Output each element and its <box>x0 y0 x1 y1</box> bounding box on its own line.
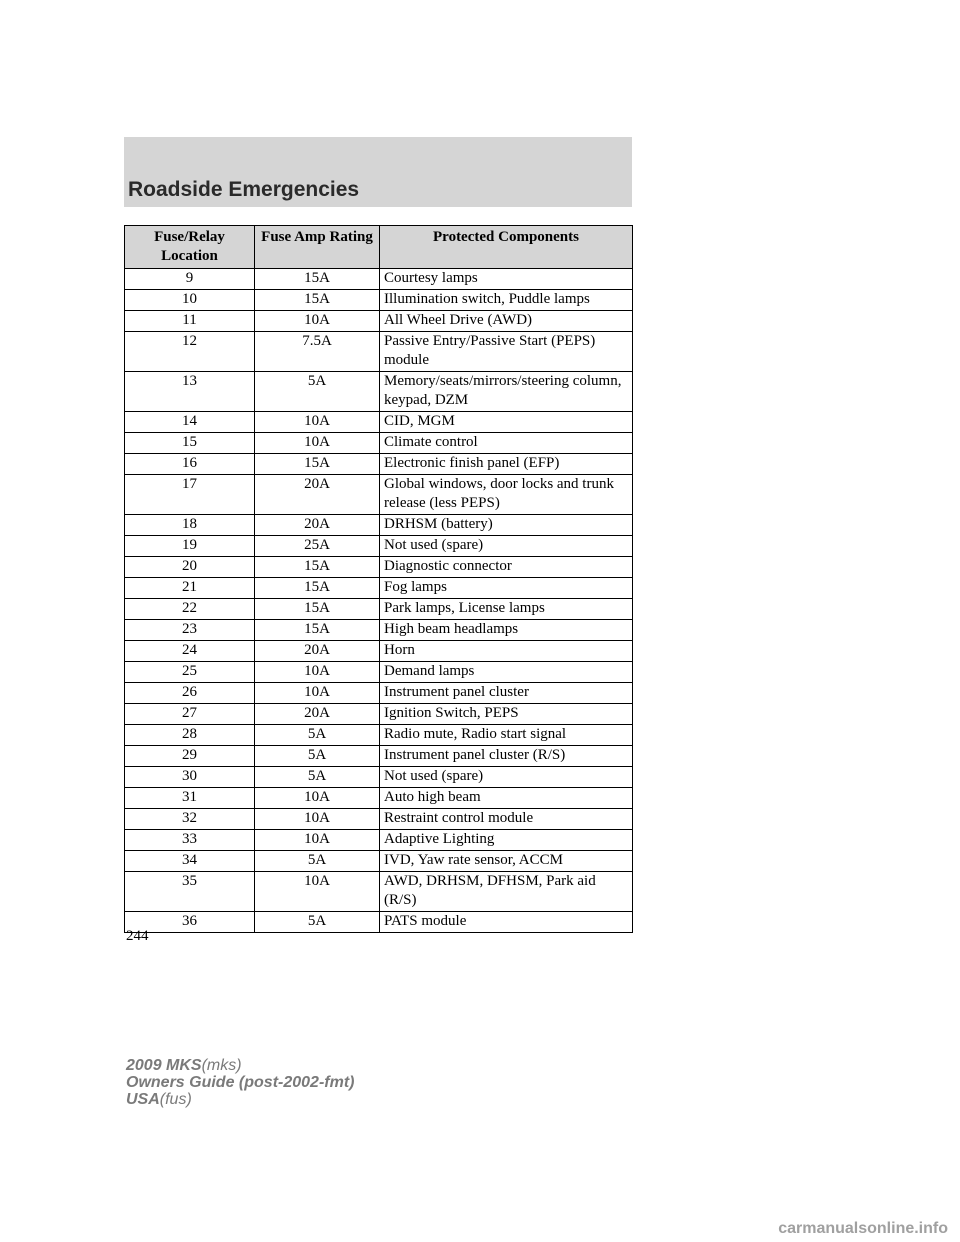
footer-model-code: (mks) <box>201 1057 242 1074</box>
table-row <box>125 475 633 515</box>
fuse-location-cell: 28 <box>125 725 255 746</box>
table-row <box>125 557 633 578</box>
footer-guide: Owners Guide (post-2002-fmt) <box>126 1074 355 1091</box>
fuse-location-cell: 33 <box>125 830 255 851</box>
fuse-amp-cell: 20A <box>255 475 380 515</box>
fuse-location-cell: 19 <box>125 536 255 557</box>
fuse-location-cell: 20 <box>125 557 255 578</box>
table-row <box>125 290 633 311</box>
fuse-location-cell: 27 <box>125 704 255 725</box>
table-row <box>125 311 633 332</box>
fuse-location-cell: 34 <box>125 851 255 872</box>
table-row <box>125 372 633 412</box>
fuse-table <box>124 225 633 933</box>
header-amp-rating: Fuse Amp Rating <box>255 226 380 269</box>
table-row <box>125 269 633 290</box>
fuse-location-cell: 18 <box>125 515 255 536</box>
fuse-amp-cell: 10A <box>255 809 380 830</box>
page-number: 244 <box>126 928 149 944</box>
protected-components-cell: Passive Entry/Passive Start (PEPS) module <box>380 332 633 372</box>
protected-components-cell: High beam headlamps <box>380 620 633 641</box>
fuse-amp-cell: 10A <box>255 683 380 704</box>
fuse-amp-cell: 15A <box>255 620 380 641</box>
fuse-amp-cell: 15A <box>255 557 380 578</box>
fuse-location-cell: 10 <box>125 290 255 311</box>
table-row <box>125 515 633 536</box>
fuse-location-cell: 9 <box>125 269 255 290</box>
fuse-amp-cell: 5A <box>255 372 380 412</box>
protected-components-cell: Horn <box>380 641 633 662</box>
table-row <box>125 912 633 933</box>
fuse-location-cell: 12 <box>125 332 255 372</box>
table-row <box>125 872 633 912</box>
fuse-location-cell: 21 <box>125 578 255 599</box>
protected-components-cell: Not used (spare) <box>380 536 633 557</box>
header-protected-components: Protected Components <box>380 226 633 269</box>
protected-components-cell: Ignition Switch, PEPS <box>380 704 633 725</box>
fuse-amp-cell: 20A <box>255 641 380 662</box>
table-row <box>125 767 633 788</box>
table-row <box>125 851 633 872</box>
table-row <box>125 454 633 475</box>
protected-components-cell: Instrument panel cluster <box>380 683 633 704</box>
protected-components-cell: Not used (spare) <box>380 767 633 788</box>
protected-components-cell: PATS module <box>380 912 633 933</box>
fuse-amp-cell: 25A <box>255 536 380 557</box>
fuse-amp-cell: 5A <box>255 725 380 746</box>
fuse-amp-cell: 10A <box>255 872 380 912</box>
fuse-amp-cell: 5A <box>255 912 380 933</box>
table-row <box>125 809 633 830</box>
protected-components-cell: Memory/seats/mirrors/steering column, keypad, DZM <box>380 372 633 412</box>
document-footer <box>126 1057 354 1108</box>
watermark: carmanualsonline.info <box>778 1220 948 1237</box>
fuse-location-cell: 25 <box>125 662 255 683</box>
fuse-location-cell: 29 <box>125 746 255 767</box>
fuse-location-cell: 13 <box>125 372 255 412</box>
table-row <box>125 599 633 620</box>
protected-components-cell: Adaptive Lighting <box>380 830 633 851</box>
fuse-amp-cell: 20A <box>255 704 380 725</box>
table-row <box>125 620 633 641</box>
table-row <box>125 332 633 372</box>
protected-components-cell: All Wheel Drive (AWD) <box>380 311 633 332</box>
section-title: Roadside Emergencies <box>128 178 360 201</box>
fuse-location-cell: 15 <box>125 433 255 454</box>
table-row <box>125 683 633 704</box>
protected-components-cell: Radio mute, Radio start signal <box>380 725 633 746</box>
fuse-location-cell: 11 <box>125 311 255 332</box>
protected-components-cell: Diagnostic connector <box>380 557 633 578</box>
header-location: Fuse/Relay Location <box>125 226 255 269</box>
fuse-location-cell: 17 <box>125 475 255 515</box>
fuse-location-cell: 31 <box>125 788 255 809</box>
fuse-amp-cell: 10A <box>255 433 380 454</box>
footer-market-code: (fus) <box>159 1091 192 1108</box>
fuse-amp-cell: 5A <box>255 746 380 767</box>
fuse-amp-cell: 10A <box>255 412 380 433</box>
protected-components-cell: AWD, DRHSM, DFHSM, Park aid (R/S) <box>380 872 633 912</box>
protected-components-cell: Global windows, door locks and trunk release (less PEPS) <box>380 475 633 515</box>
table-row <box>125 830 633 851</box>
table-row <box>125 641 633 662</box>
fuse-amp-cell: 10A <box>255 788 380 809</box>
fuse-location-cell: 14 <box>125 412 255 433</box>
table-row <box>125 788 633 809</box>
protected-components-cell: Auto high beam <box>380 788 633 809</box>
footer-market: USA <box>126 1091 160 1108</box>
protected-components-cell: Instrument panel cluster (R/S) <box>380 746 633 767</box>
fuse-location-cell: 35 <box>125 872 255 912</box>
fuse-location-cell: 30 <box>125 767 255 788</box>
fuse-amp-cell: 15A <box>255 454 380 475</box>
table-row <box>125 433 633 454</box>
fuse-location-cell: 23 <box>125 620 255 641</box>
fuse-amp-cell: 20A <box>255 515 380 536</box>
protected-components-cell: Courtesy lamps <box>380 269 633 290</box>
table-row <box>125 662 633 683</box>
protected-components-cell: Electronic finish panel (EFP) <box>380 454 633 475</box>
fuse-amp-cell: 5A <box>255 767 380 788</box>
protected-components-cell: DRHSM (battery) <box>380 515 633 536</box>
fuse-location-cell: 22 <box>125 599 255 620</box>
protected-components-cell: Climate control <box>380 433 633 454</box>
fuse-amp-cell: 15A <box>255 269 380 290</box>
fuse-amp-cell: 10A <box>255 311 380 332</box>
table-row <box>125 578 633 599</box>
fuse-location-cell: 24 <box>125 641 255 662</box>
fuse-amp-cell: 5A <box>255 851 380 872</box>
protected-components-cell: IVD, Yaw rate sensor, ACCM <box>380 851 633 872</box>
fuse-amp-cell: 7.5A <box>255 332 380 372</box>
table-row <box>125 746 633 767</box>
table-row <box>125 725 633 746</box>
fuse-location-cell: 36 <box>125 912 255 933</box>
table-row <box>125 412 633 433</box>
table-row <box>125 704 633 725</box>
protected-components-cell: Illumination switch, Puddle lamps <box>380 290 633 311</box>
protected-components-cell: Fog lamps <box>380 578 633 599</box>
protected-components-cell: Restraint control module <box>380 809 633 830</box>
fuse-amp-cell: 10A <box>255 662 380 683</box>
protected-components-cell: Park lamps, License lamps <box>380 599 633 620</box>
table-header-row <box>125 226 633 269</box>
fuse-amp-cell: 15A <box>255 578 380 599</box>
fuse-amp-cell: 15A <box>255 599 380 620</box>
fuse-location-cell: 26 <box>125 683 255 704</box>
fuse-location-cell: 16 <box>125 454 255 475</box>
table-row <box>125 536 633 557</box>
fuse-location-cell: 32 <box>125 809 255 830</box>
protected-components-cell: Demand lamps <box>380 662 633 683</box>
protected-components-cell: CID, MGM <box>380 412 633 433</box>
footer-model: 2009 MKS <box>126 1057 202 1074</box>
fuse-amp-cell: 10A <box>255 830 380 851</box>
fuse-amp-cell: 15A <box>255 290 380 311</box>
